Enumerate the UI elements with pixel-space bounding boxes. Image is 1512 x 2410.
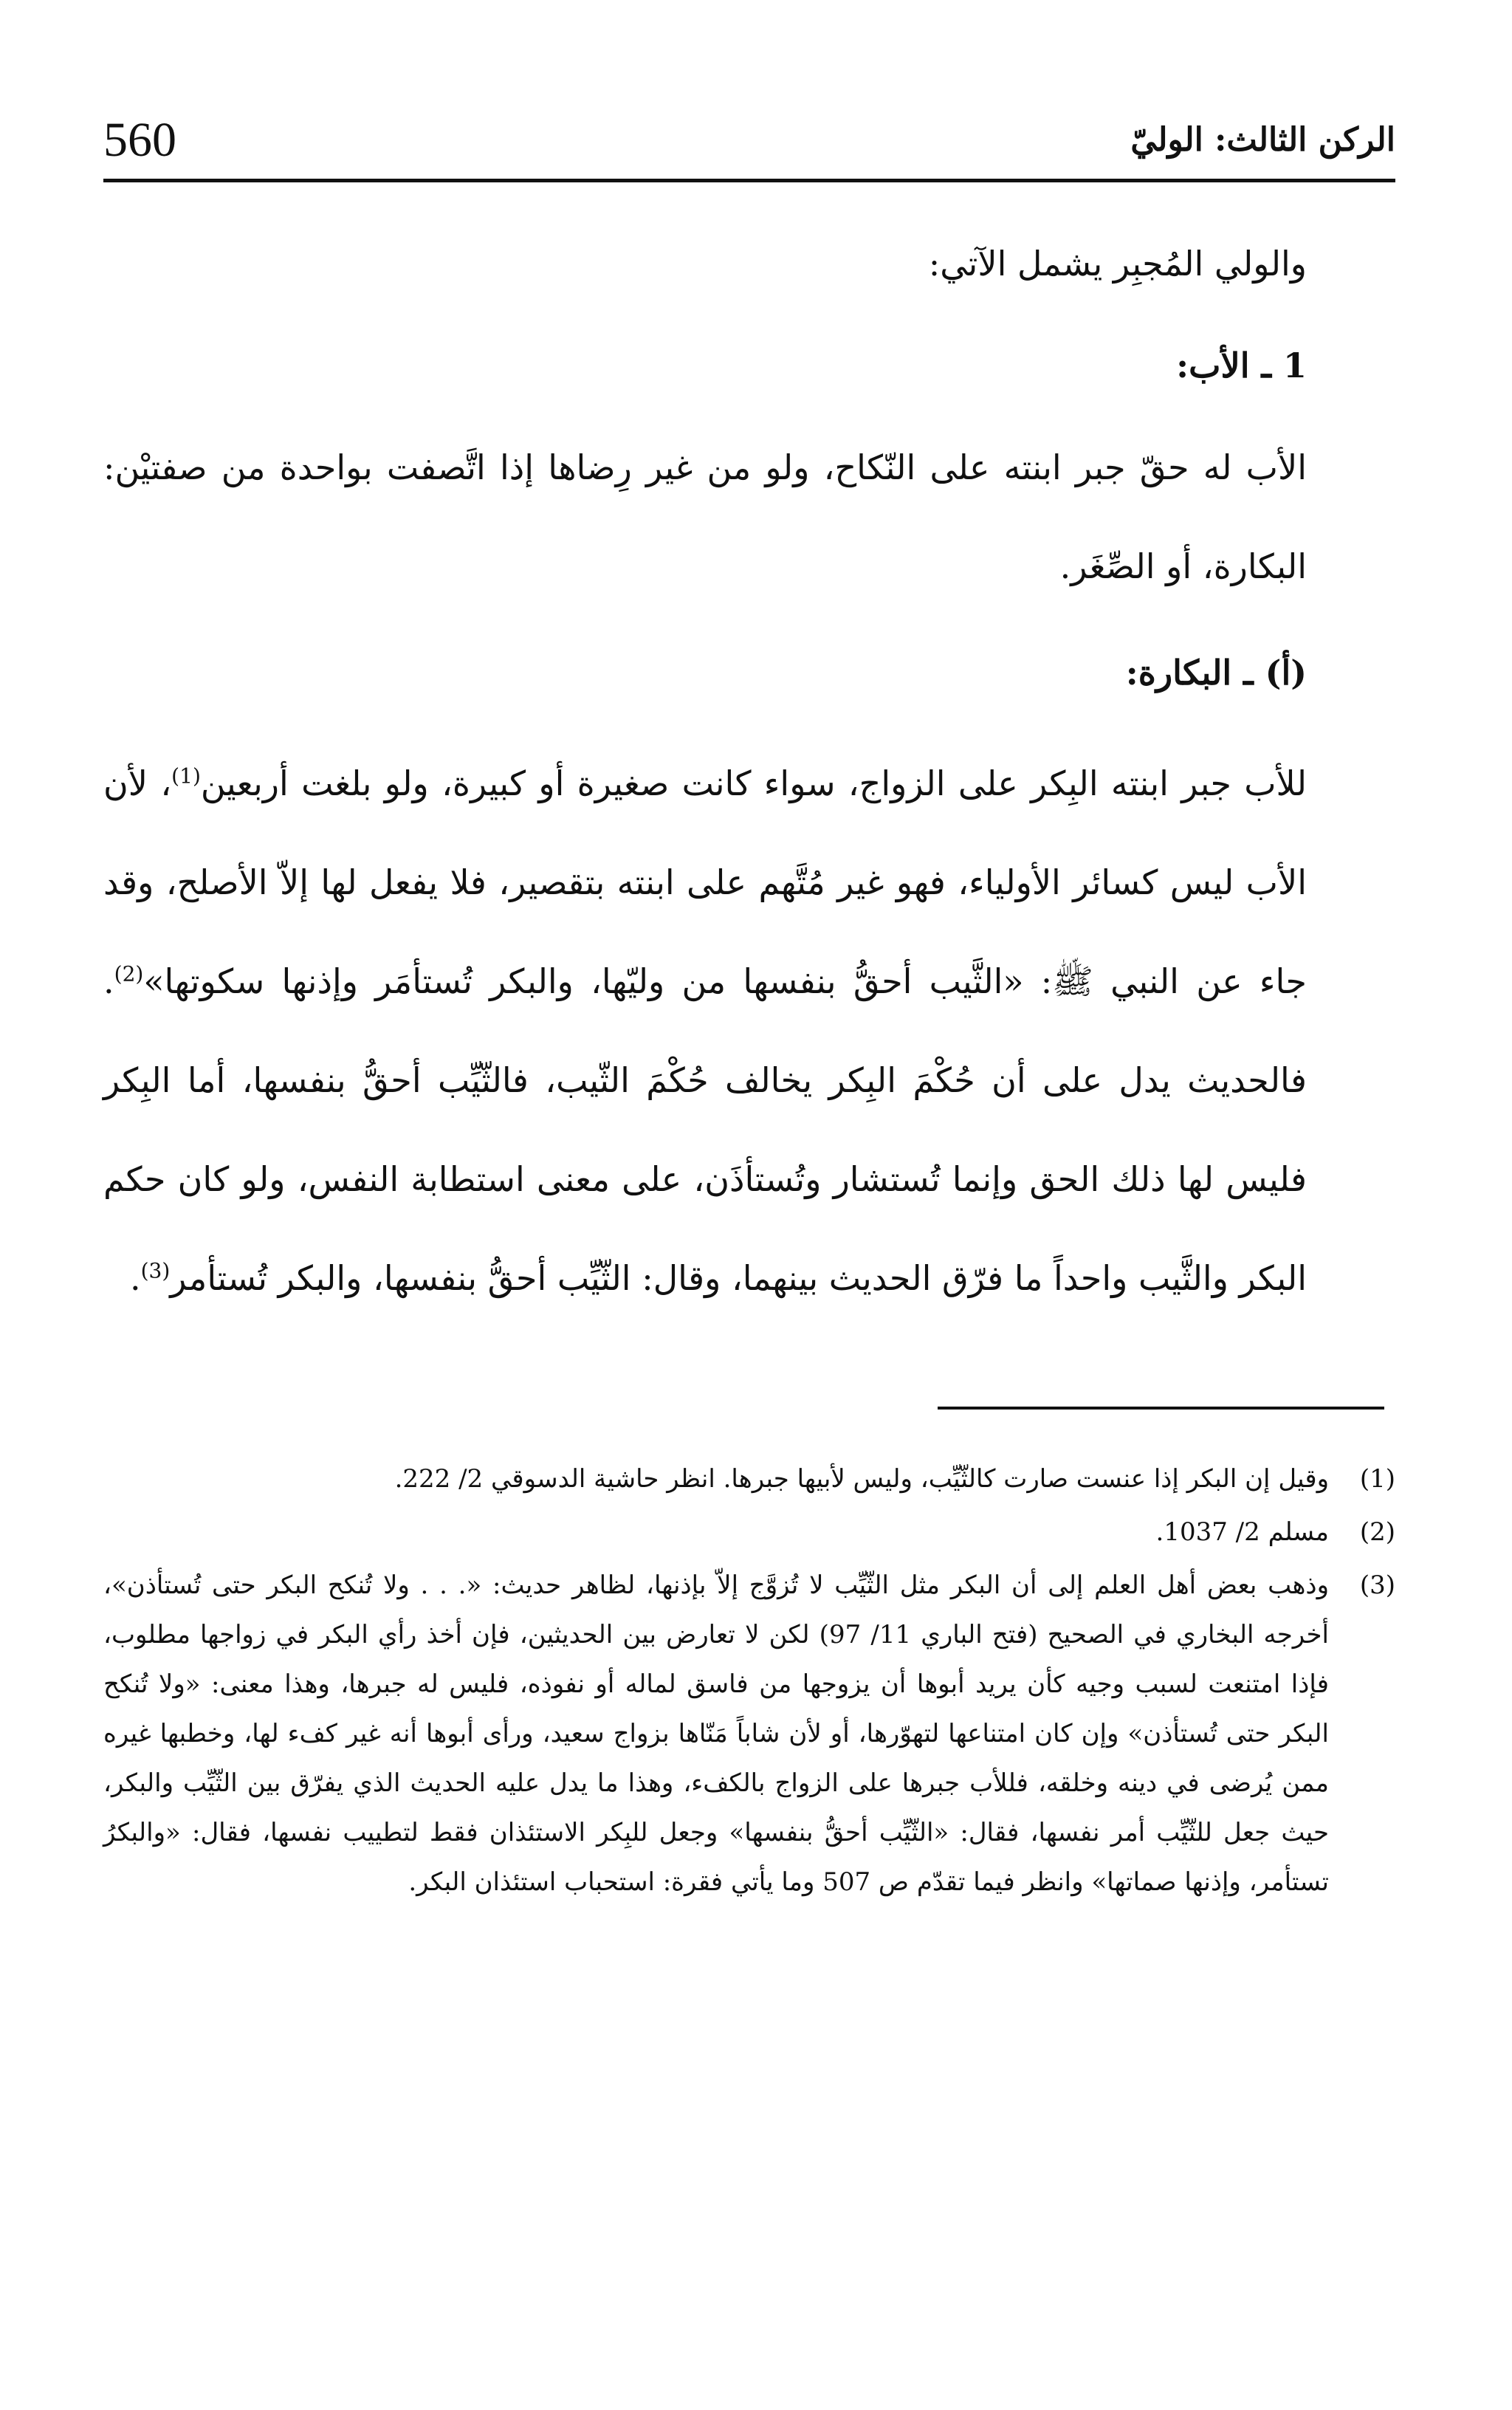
footnote-ref: (1) bbox=[171, 763, 201, 789]
section-heading: 1 ـ الأب: bbox=[1176, 346, 1307, 385]
footnote-text: مسلم 2/ 1037. bbox=[1155, 1517, 1329, 1547]
subsection-heading: (أ) ـ البكارة: bbox=[1125, 653, 1307, 693]
paragraph-text: . فالحديث يدل على أن حُكْمَ البِكر يخالف حُكْمَ الثّيب، فالثّيِّب أحقُّ بنفسها، أما البِكر فليس لها ذلك الحق وإنما تُستشار وتُستأذَن، على معنى استطابة النفس، ولو كان حكم البكر والثَّيب واحداً ما فرّق الحديث بينهما، وقال: الثّيِّب أحقُّ بنفسها، والبكر تُستأمر bbox=[103, 961, 1307, 1298]
footnote-item bbox=[103, 1455, 1395, 1504]
page-header bbox=[103, 103, 1395, 177]
intro-line: والولي المُجبِر يشمل الآتي: bbox=[928, 244, 1307, 284]
footnote-item bbox=[103, 1508, 1395, 1557]
footnote-ref: (3) bbox=[140, 1258, 171, 1283]
running-title: الركن الثالث: الوليّ bbox=[1130, 121, 1395, 159]
paragraph-text: ، لأن الأب ليس كسائر الأولياء، فهو غير مُتَّهم على ابنته بتقصير، فلا يفعل لها إلاّ الأصلح، وقد جاء عن النبي ﷺ: «الثَّيب أحقُّ بنفسها من وليّها، والبكر تُستأمَر وإذنها سكوتها» bbox=[103, 763, 1307, 1001]
footnote-ref: (2) bbox=[114, 961, 144, 986]
body-paragraph bbox=[103, 734, 1395, 1328]
footnote-text: وقيل إن البكر إذا عنست صارت كالثّيِّب، وليس لأبيها جبرها. انظر حاشية الدسوقي 2/ 222. bbox=[394, 1464, 1329, 1494]
footnote-number: (3) bbox=[1359, 1570, 1395, 1600]
paragraph-text: . bbox=[129, 1258, 141, 1298]
footnote-text: وذهب بعض أهل العلم إلى أن البكر مثل الثّيِّب لا تُزوَّج إلاّ بإذنها، لظاهر حديث: «. . . ولا تُنكح البكر حتى تُستأذن»، أخرجه البخاري في الصحيح (فتح الباري 11/ 97) لكن لا تعارض بين الحديثين، فإن أخذ رأي البكر في زواجها مطلوب، فإذا امتنعت لسبب وجيه كأن يريد أبوها أن يزوجها من فاسق لماله أو نفوذه، فليس له جبرها، وهذا معنى: «ولا تُنكح البكر حتى تُستأذن» وإن كان امتناعها لتهوّرها، أو لأن شاباً مَنّاها بزواج سعيد، ورأى أبوها أنه غير كفء لها، وخطبها غيره ممن يُرضى في دينه وخلقه، فللأب جبرها على الزواج بالكفء، وهذا ما يدل عليه الحديث الذي يفرّق بين الثّيِّب والبكر، حيث جعل للثّيِّب أمر نفسها، فقال: «الثّيِّب أحقُّ بنفسها» وجعل للبِكر الاستئذان فقط لتطييب نفسها، فقال: «والبكرُ تستأمر، وإذنها صماتها» وانظر فيما تقدّم ص 507 وما يأتي فقرة: استحباب استئذان البكر. bbox=[103, 1570, 1330, 1897]
main-text bbox=[103, 214, 1395, 1328]
footnotes-section bbox=[103, 1455, 1395, 1911]
page-number: 560 bbox=[103, 113, 176, 167]
section-paragraph: الأب له حقّ جبر ابنته على النّكاح، ولو من غير رِضاها إذا اتَّصفت بواحدة من صفتيْن: البكارة، أو الصِّغَر. bbox=[103, 447, 1307, 586]
header-divider bbox=[103, 179, 1395, 182]
footnote-number: (1) bbox=[1359, 1464, 1395, 1494]
footnote-divider bbox=[938, 1407, 1384, 1410]
footnote-item bbox=[103, 1561, 1395, 1907]
footnote-number: (2) bbox=[1359, 1517, 1395, 1547]
paragraph-text: للأب جبر ابنته البِكر على الزواج، سواء كانت صغيرة أو كبيرة، ولو بلغت أربعين bbox=[200, 763, 1307, 803]
